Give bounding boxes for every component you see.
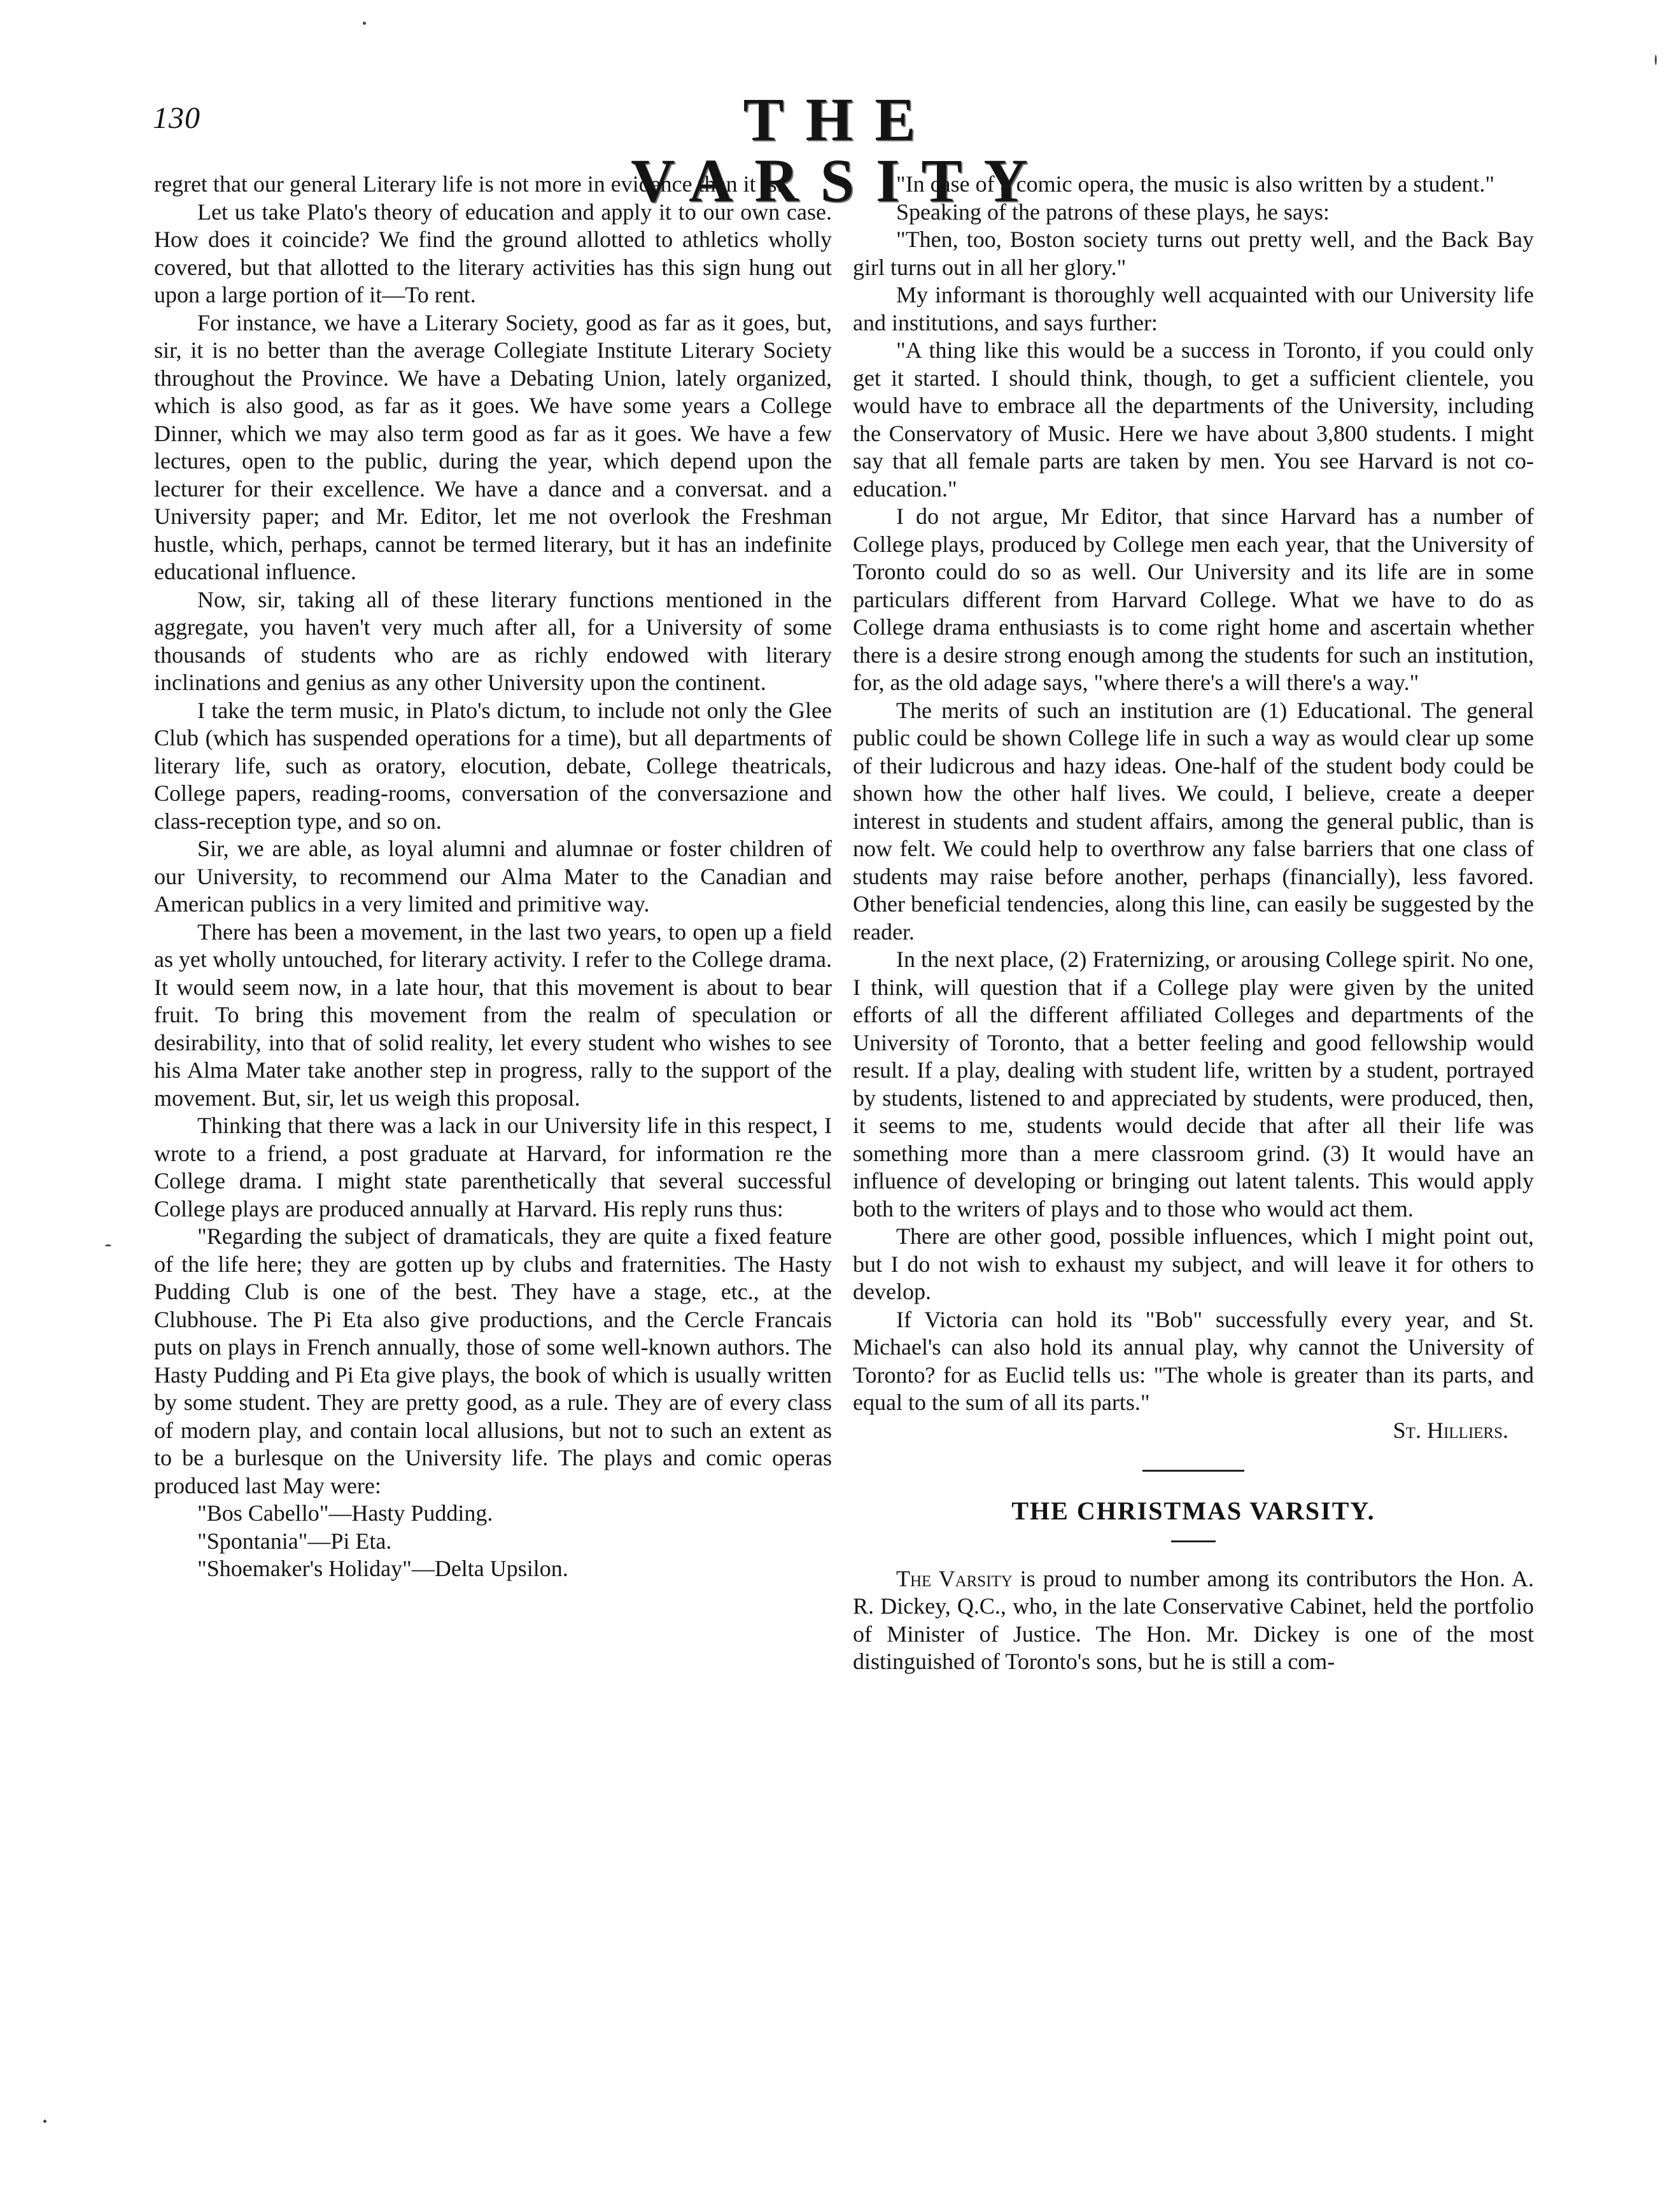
paragraph: regret that our general Literary life is not more in evidence than it is.	[154, 171, 783, 197]
paragraph: In the next place, (2) Fraternizing, or arousing College spirit. No one, I think, will question that if a College play were given by the united efforts of all the different affiliated Colleges and departments of the University of Toronto, that a better feeling and good fellowship would result. If a play, dealing with student life, written by a student, portrayed by students, listened to and appreciated by students, were produced, then, it seems to me, students would decide that after all their life was something more than a mere classroom grind. (3) It would have an influence of developing or bringing out latent talents. This would apply both to the writers of plays and to those who would act them.	[853, 947, 1534, 1222]
page-number: 130	[153, 101, 200, 135]
right-column	[853, 171, 1534, 1676]
play-list-item: "Bos Cabello"—Hasty Pudding.	[197, 1500, 493, 1526]
masthead-title: THE VARSITY	[631, 85, 1050, 215]
paragraph: "A thing like this would be a success in Toronto, if you could only get it started. I should think, though, to get a sufficient clientele, you would have to embrace all the departments of the University, including the Conservatory of Music. Here we have about 3,800 students. I might say that all female parts are taken by men. You see Harvard is not co-education."	[853, 337, 1534, 502]
paragraph: Speaking of the patrons of these plays, he says:	[896, 199, 1330, 225]
play-list-item: "Shoemaker's Holiday"—Delta Upsilon.	[197, 1556, 568, 1581]
paragraph: Sir, we are able, as loyal alumni and alumnae or foster children of our University, to recommend our Alma Mater to the Canadian and American publics in a very limited and primitive way.	[154, 836, 832, 917]
author-signature: St. Hilliers.	[1393, 1417, 1508, 1443]
paragraph: I take the term music, in Plato's dictum, to include not only the Glee Club (which has suspended operations for a time), but all departments of literary life, such as oratory, elocution, debate, College theatricals, College papers, reading-rooms, conversation of the conversazione and class-reception type, and so on.	[154, 697, 832, 834]
paragraph: "Then, too, Boston society turns out pretty well, and the Back Bay girl turns out in all her glory."	[853, 227, 1534, 280]
section-heading: THE CHRISTMAS VARSITY.	[1011, 1497, 1375, 1525]
paragraph: Thinking that there was a lack in our University life in this respect, I wrote to a friend, a post graduate at Harvard, for information re the College drama. I might state parenthetically that several successful College plays are produced annually at Harvard. His reply runs thus:	[154, 1113, 832, 1222]
paragraph-text: is proud to number among its contributors the Hon. A. R. Dickey, Q.C., who, in the late Conservative Cabinet, held the portfolio of Minister of Justice. The Hon. Mr. Dickey is one of the most distinguished of Toronto's sons, but he is still a com-	[853, 1565, 1534, 1674]
paragraph: For instance, we have a Literary Society, good as far as it goes, but, sir, it is no better than the average Collegiate Institute Literary Society throughout the Province. We have a Debating Union, lately organized, which is also good, as far as it goes. We have some years a College Dinner, which we may also term good as far as it goes. We have a few lectures, open to the public, during the year, which depend upon the lecturer for their excellence. We have a dance and a conversat. and a University paper; and Mr. Editor, let me not overlook the Freshman hustle, which, perhaps, cannot be termed literary, but it has an indefinite educational influence.	[154, 309, 832, 584]
section-divider	[1142, 1470, 1244, 1472]
paper-speck	[105, 1244, 111, 1246]
paper-speck	[43, 2120, 46, 2123]
paragraph: Let us take Plato's theory of education and apply it to our own case. How does it coincide? We find the ground allotted to athletics wholly covered, but that allotted to the literary activities has this sign hung out upon a large portion of it—To rent.	[154, 199, 832, 307]
paragraph: "In case of a comic opera, the music is also written by a student."	[896, 171, 1495, 197]
heading-underline	[1171, 1540, 1216, 1542]
paragraph: Now, sir, taking all of these literary functions mentioned in the aggregate, you haven't very much after all, for a University of some thousands of students who are as richly endowed with literary inclinations and genius as any other University upon the continent.	[154, 586, 832, 695]
paragraph: There are other good, possible influences, which I might point out, but I do not wish to exhaust my subject, and will leave it for others to develop.	[853, 1223, 1534, 1304]
paragraph	[853, 1565, 1534, 1676]
paragraph: The merits of such an institution are (1) Educational. The general public could be shown College life in such a way as would clear up some of their ludicrous and hazy ideas. One-half of the student body could be shown how the other half lives. We could, I believe, create a deeper interest in students and student affairs, among the general public, than is now felt. We could help to overthrow any false barriers that one class of students may raise before another, perhaps (financially), less favored. Other beneficial tendencies, along this line, can easily be suggested by the reader.	[853, 697, 1534, 945]
paper-speck	[363, 22, 366, 25]
paragraph: My informant is thoroughly well acquainted with our University life and institutions, and says further:	[853, 282, 1534, 335]
publication-name: The Varsity	[896, 1565, 1013, 1591]
paragraph: "Regarding the subject of dramaticals, they are quite a fixed feature of the life here; they are gotten up by clubs and fraternities. The Hasty Pudding Club is one of the best. They have a stage, etc., at the Clubhouse. The Pi Eta also give productions, and the Cercle Francais puts on plays in French annually, those of some well-known authors. The Hasty Pudding and Pi Eta give plays, the book of which is usually written by some student. They are pretty good, as a rule. They are of every class of modern play, and contain local allusions, but not to such an extent as to be a burlesque on the University life. The plays and comic operas produced last May were:	[154, 1223, 832, 1498]
paper-speck	[1655, 55, 1657, 65]
paragraph: If Victoria can hold its "Bob" successfully every year, and St. Michael's can also hold its annual play, why cannot the University of Toronto? for as Euclid tells us: "The whole is greater than its parts, and equal to the sum of all its parts."	[853, 1306, 1534, 1415]
paragraph: I do not argue, Mr Editor, that since Harvard has a number of College plays, produced by College men each year, that the University of Toronto could do so as well. Our University and its life are in some particulars different from Harvard College. What we have to do as College drama enthusiasts is to come right home and ascertain whether there is a desire strong enough among the students for such an institution, for, as the old adage says, "where there's a will there's a way."	[853, 504, 1534, 695]
left-column	[154, 171, 832, 1583]
paragraph: There has been a movement, in the last two years, to open up a field as yet wholly untouched, for literary activity. I refer to the College drama. It would seem now, in a late hour, that this movement is about to bear fruit. To bring this movement from the realm of speculation or desirability, into that of solid reality, let every student who wishes to see his Alma Mater take another step in progress, rally to the support of the movement. But, sir, let us weigh this proposal.	[154, 919, 832, 1111]
play-list-item: "Spontania"—Pi Eta.	[197, 1528, 392, 1554]
